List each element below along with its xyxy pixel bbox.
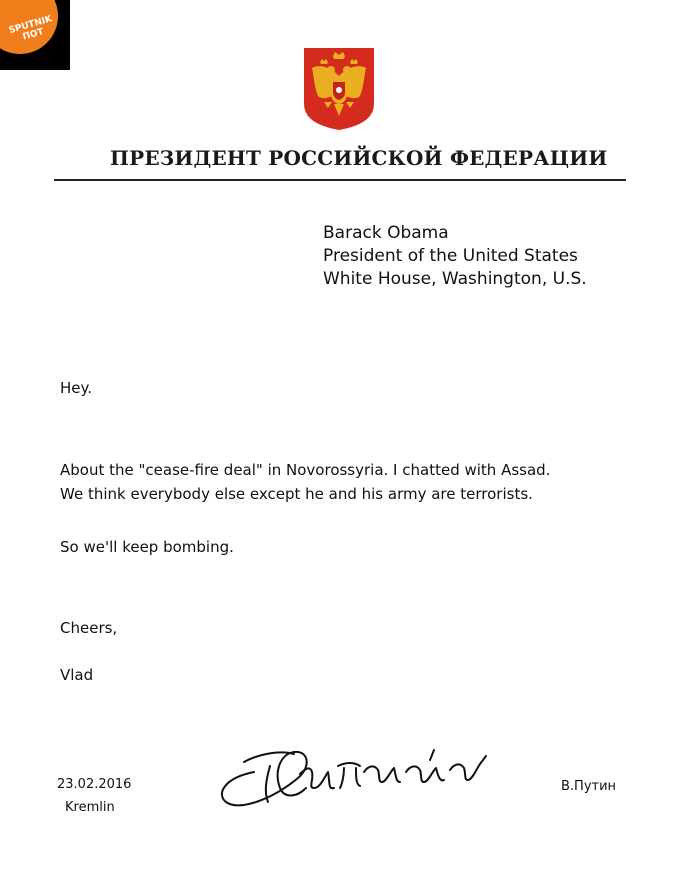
handwritten-signature [214, 732, 494, 818]
coat-of-arms-icon [302, 46, 376, 132]
recipient-title: President of the United States [323, 246, 578, 266]
letterhead-title: ПРЕЗИДЕНТ РОССИЙСКОЙ ФЕДЕРАЦИИ [110, 146, 608, 170]
signatory-name: В.Путин [561, 779, 617, 794]
letter-place: Kremlin [65, 800, 115, 815]
letter-closing: Cheers, [60, 619, 118, 637]
sputnik-logo [0, 0, 70, 70]
logo-text: SPUTNIK ПОТ [7, 14, 54, 43]
letter-greeting: Hey. [60, 379, 93, 397]
letter-paragraph-2: So we'll keep bombing. [60, 538, 234, 556]
recipient-name: Barack Obama [323, 223, 449, 243]
recipient-block [323, 222, 587, 291]
letter-paragraph-line-1: About the "cease-fire deal" in Novorossyria. I chatted with Assad. [60, 461, 551, 479]
recipient-address: White House, Washington, U.S. [323, 269, 587, 289]
letter-paragraph-line-2: We think everybody else except he and his army are terrorists. [60, 485, 533, 503]
letter-date: 23.02.2016 [57, 777, 132, 792]
letter-signoff: Vlad [60, 666, 94, 684]
letterhead-divider [54, 179, 626, 181]
